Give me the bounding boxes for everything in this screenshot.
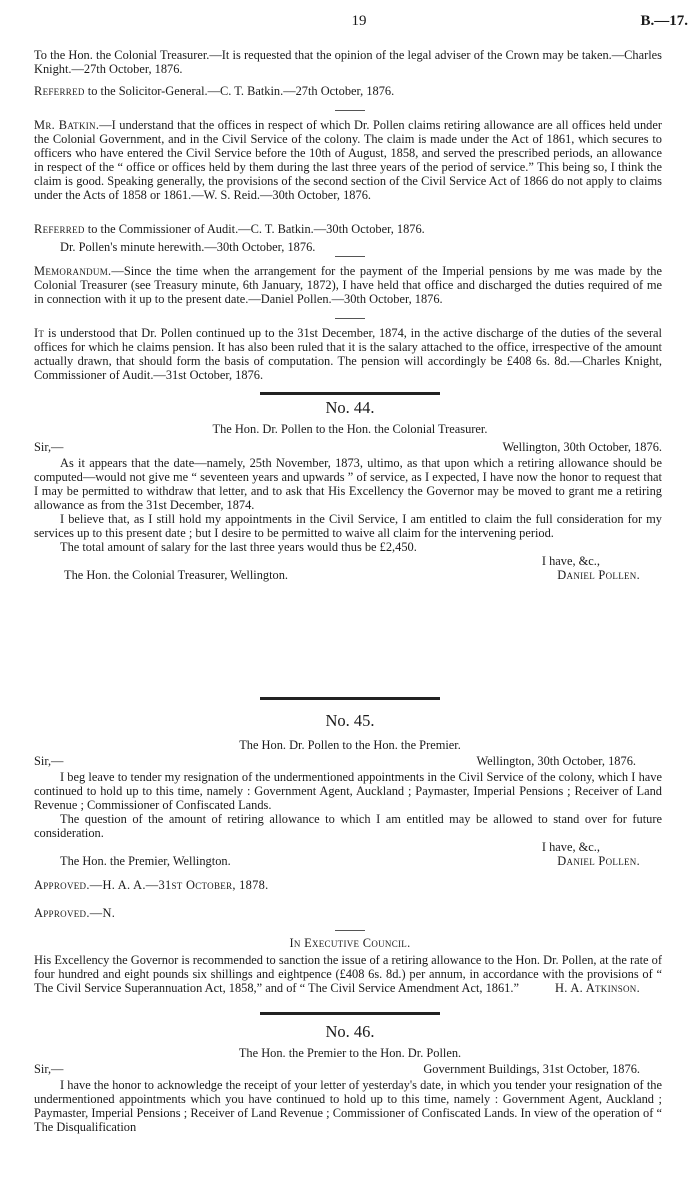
treasurer-minute — [34, 48, 662, 76]
approval-text: Approved.—N. — [34, 906, 116, 920]
audit-ruling-lead: It — [34, 326, 45, 340]
letter-paragraph: I beg leave to tender my resignation of the undermentioned appointments in the Civil Service of the colony, which I have continued to hold up to this time, namely : Government Agent, Auckland ; Paymaster, Imperial Pensions ; Receiver of Land Revenue ; Commissioner of Confiscated Lands. — [34, 770, 662, 812]
referral-lead: Referred — [34, 84, 85, 98]
memorandum-lead: Memorandum. — [34, 264, 112, 278]
separator-rule — [335, 256, 365, 257]
closing: I have, &c., — [541, 840, 600, 854]
signature: Daniel Pollen. — [557, 854, 640, 868]
audit-ruling — [34, 326, 662, 382]
salutation: Sir,— — [34, 754, 64, 768]
memorandum-text: —Since the time when the arrangement for the payment of the Imperial pensions by me was made by the Colonial Treasurer (see Treasury minute, 6th January, 1872), I have held that office and discharged the duties required of me in connection with it up to the present date.—Daniel Pollen.—30th October, 1876. — [34, 264, 662, 306]
addressee-row — [34, 854, 662, 868]
referral-text: to the Solicitor-General.—C. T. Batkin.—27th October, 1876. — [84, 84, 395, 98]
letter-44 — [34, 440, 662, 582]
letter-46 — [34, 1062, 662, 1134]
council-heading: In Executive Council. — [289, 936, 411, 950]
section-divider — [260, 392, 440, 395]
letter-paragraph: As it appears that the date—namely, 25th November, 1873, ultimo, as that upon which a retiring allowance should be computed—would not give me “ seventeen years and upwards ” of service, as I expected, I have now the honor to request that I may be permitted to withdraw that letter, and to ask that His Excellency the Governor may be moved to grant me a retiring allowance as from the 31st December, 1874. — [34, 456, 662, 512]
council-text: His Excellency the Governor is recommended to sanction the issue of a retiring allowance to the Hon. Dr. Pollen, at the rate of four hundred and eight pounds six shillings and eightpence (£408 6s. 8d.) per annum, in accordance with the provisions of “ The Civil Service Superannuation Act, 1858,” and of “ The Civil Service Amendment Act, 1861.” — [34, 953, 662, 995]
council-signature-row — [34, 981, 662, 995]
separator-rule — [335, 930, 365, 931]
place-date: Government Buildings, 31st October, 1876. — [423, 1062, 640, 1076]
batkin-opinion — [34, 118, 662, 202]
opinion-lead: Mr. Batkin. — [34, 118, 100, 132]
letter-paragraph: I believe that, as I still hold my appointments in the Civil Service, I am entitled to claim the full consideration for my services up to this present date ; but I desire to be permitted to waive all claim for the intervening period. — [34, 512, 662, 540]
letter-title: The Hon. Dr. Pollen to the Hon. the Colonial Treasurer. — [212, 422, 488, 436]
letter-header-row — [34, 440, 662, 454]
letter-number: No. 44. — [325, 398, 375, 417]
treasurer-minute-text: To the Hon. the Colonial Treasurer.—It is requested that the opinion of the legal adviser of the Crown may be taken.—Charles Knight.—27th October, 1876. — [34, 48, 662, 76]
page-number: 19 — [351, 13, 367, 29]
referral-audit-lead: Referred — [34, 222, 85, 236]
signature: Daniel Pollen. — [557, 568, 640, 582]
letter-paragraph: The total amount of salary for the last three years would thus be £2,450. — [60, 540, 417, 554]
salutation: Sir,— — [34, 440, 64, 454]
page-header — [30, 14, 688, 34]
letter-paragraph: I have the honor to acknowledge the receipt of your letter of yesterday's date, in which you tender your resignation of the undermentioned appointments which you have continued to hold up to this time, namely : Government Agent, Auckland ; Paymaster, Imperial Pensions ; Receiver of Land Revenue ; Commissioner of Confiscated Lands. In view of the operation of “ The Disqualification — [34, 1078, 662, 1134]
referral-audit-text: to the Commissioner of Audit.—C. T. Batkin.—30th October, 1876. — [84, 222, 425, 236]
letter-paragraph: The question of the amount of retiring allowance to which I am entitled may be allowed to stand over for future consideration. — [34, 812, 662, 840]
letter-header-row — [34, 754, 662, 768]
place-date: Wellington, 30th October, 1876. — [476, 754, 636, 768]
section-divider — [260, 1012, 440, 1015]
council-recommendation — [34, 953, 662, 995]
approval-note — [34, 878, 662, 892]
letter-number: No. 45. — [325, 711, 375, 730]
salutation: Sir,— — [34, 1062, 64, 1076]
referral-solicitor — [34, 84, 662, 98]
pollen-minute-note: Dr. Pollen's minute herewith.—30th October, 1876. — [60, 240, 316, 254]
opinion-text: —I understand that the offices in respect of which Dr. Pollen claims retiring allowance are all offices held under the Colonial Government, and in the Civil Service of the colony. The claim is made under the Act of 1861, which secures to officers who have entered the Civil Service before the 10th of August, 1858, and served the prescribed periods, an allowance in respect of the “ office or offices held by them during the last three years of the period of service.” This being so, I think the claim is good. Speaking generally, the provisions of the second section of the Civil Service Act of 1866 do not apply to claims under the Acts of 1858 or 1861.—W. S. Reid.—30th October, 1876. — [34, 118, 663, 202]
document-reference: B.—17. — [640, 13, 688, 29]
letter-45 — [34, 754, 662, 868]
council-signature: H. A. Atkinson. — [555, 981, 640, 995]
letter-number: No. 46. — [325, 1022, 375, 1041]
section-divider — [260, 697, 440, 700]
letter-title: The Hon. the Premier to the Hon. Dr. Pollen. — [238, 1046, 462, 1060]
audit-ruling-text: is understood that Dr. Pollen continued up to the 31st December, 1874, in the active discharge of the duties of the several offices for which he claims pension. It has also been ruled that it is the salary attached to the office, irrespective of the amount actually drawn, that should form the basis of computation. The pension will accordingly be £408 6s. 8d.—Charles Knight, Commissioner of Audit.—31st October, 1876. — [34, 326, 662, 382]
referral-audit — [34, 222, 662, 254]
closing-row — [34, 840, 662, 854]
approval-text: Approved.—H. A. A.—31st October, 1878. — [34, 878, 269, 892]
place-date: Wellington, 30th October, 1876. — [502, 440, 662, 454]
letter-header-row — [34, 1062, 662, 1076]
letter-title: The Hon. Dr. Pollen to the Hon. the Premier. — [239, 738, 461, 752]
addressee: The Hon. the Colonial Treasurer, Wellington. — [64, 568, 289, 582]
closing: I have, &c., — [541, 554, 600, 568]
memorandum — [34, 264, 662, 306]
separator-rule — [335, 110, 365, 111]
closing-row — [34, 554, 662, 568]
addressee-row — [34, 568, 662, 582]
separator-rule — [335, 318, 365, 319]
approval-note — [34, 906, 662, 920]
addressee: The Hon. the Premier, Wellington. — [60, 854, 231, 868]
